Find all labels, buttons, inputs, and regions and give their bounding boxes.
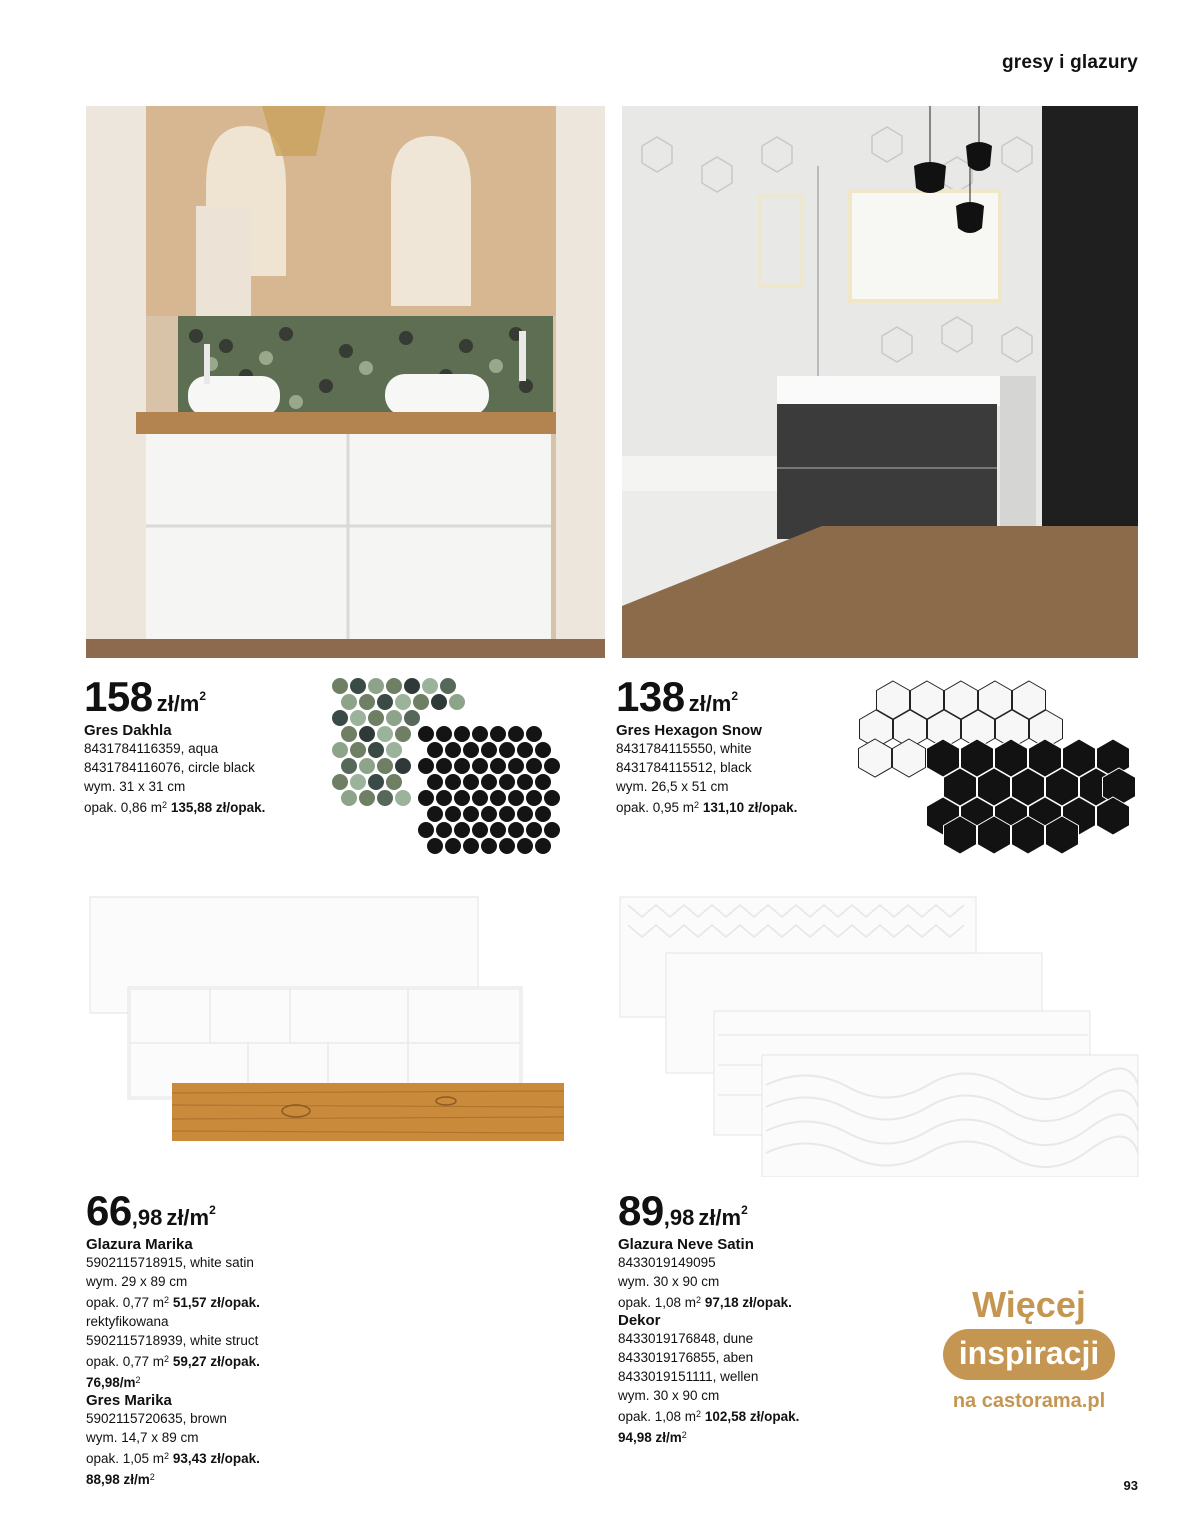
product-name-gres: Gres Marika [86,1392,172,1409]
price [86,1187,386,1234]
sqm-price-superscript: 2 [135,1375,141,1385]
product-note: rektyfikowana [86,1314,169,1329]
section-title: gresy i glazury [1001,52,1138,73]
price-unit-superscript: 2 [199,689,207,703]
sqm-price-superscript: 2 [149,1472,155,1482]
product-marika [86,1187,386,1489]
price-integer: 158 [84,673,153,720]
package-area-superscript: 2 [164,1354,170,1364]
package-area-superscript: 2 [696,1409,702,1419]
product-code-aben: 8433019176855, aben [618,1350,754,1365]
hexagon-tile-image [855,680,1138,854]
price-unit: zł/m [698,1205,742,1230]
package-price: 51,57 zł/opak. [172,1295,260,1310]
price-unit-superscript: 2 [209,1203,216,1217]
package-area-superscript: 2 [164,1451,170,1461]
price-unit: zł/m [156,691,200,716]
marika-tile-image [86,895,568,1143]
product-hexagon-snow [616,673,856,817]
bathroom-photo-hexagon [622,106,1138,658]
package-area-superscript: 2 [162,800,168,810]
package-info-gres [86,1447,386,1468]
sqm-price-dekor [618,1426,918,1447]
product-name: Gres Hexagon Snow [616,722,762,739]
package-area: opak. 1,08 m [618,1295,697,1310]
price [616,673,856,720]
product-code-aqua: 8431784116359, aqua [84,741,219,756]
promo-badge: inspiracji [943,1329,1116,1380]
price-unit: zł/m [688,691,732,716]
product-neve-satin [618,1187,918,1447]
package-info-struct [86,1350,386,1371]
package-info [616,796,856,817]
product-name: Glazura Neve Satin [618,1236,754,1253]
product-code-white-satin: 5902115718915, white satin [86,1255,254,1270]
package-info [84,796,324,817]
product-dakhla [84,673,324,817]
product-dimensions: wym. 30 x 90 cm [618,1274,720,1289]
product-code-white: 8431784115550, white [616,741,752,756]
bathroom-photo-dakhla [86,106,605,658]
product-dimensions: wym. 31 x 31 cm [84,779,186,794]
sqm-price-struct [86,1371,386,1392]
package-price: 97,18 zł/opak. [704,1295,792,1310]
package-area: opak. 1,05 m [86,1451,165,1466]
price-unit-superscript: 2 [741,1203,748,1217]
sqm-price-gres [86,1468,386,1489]
product-name: Glazura Marika [86,1236,193,1253]
product-dimensions: wym. 26,5 x 51 cm [616,779,729,794]
promo-link[interactable]: na castorama.pl [952,1390,1106,1412]
sqm-price: 94,98 zł/m [618,1430,682,1445]
package-info [618,1291,918,1312]
price [84,673,324,720]
product-code-dune: 8433019176848, dune [618,1331,754,1346]
inspiration-promo[interactable] [918,1283,1140,1413]
product-code-brown: 5902115720635, brown [86,1411,227,1426]
product-dimensions-gres: wym. 14,7 x 89 cm [86,1430,199,1445]
product-name-dekor: Dekor [618,1312,661,1329]
package-info [86,1291,386,1312]
price-integer: 138 [616,673,685,720]
package-price: 93,43 zł/opak. [172,1451,260,1466]
product-dimensions-dekor: wym. 30 x 90 cm [618,1388,720,1403]
package-price: 135,88 zł/opak. [170,800,266,815]
product-code-wellen: 8433019151111, wellen [618,1369,759,1384]
product-code: 8433019149095 [618,1255,716,1270]
package-info-dekor [618,1405,918,1426]
sqm-price: 88,98 zł/m [86,1472,150,1487]
package-price: 59,27 zł/opak. [172,1354,260,1369]
package-area: opak. 0,95 m [616,800,695,815]
package-price: 131,10 zł/opak. [702,800,798,815]
product-code-black: 8431784115512, black [616,760,752,775]
sqm-price-superscript: 2 [681,1430,687,1440]
package-area: opak. 0,86 m [84,800,163,815]
price-unit-superscript: 2 [731,689,739,703]
package-area-superscript: 2 [694,800,700,810]
product-name: Gres Dakhla [84,722,172,739]
price [618,1187,918,1234]
sqm-price: 76,98/m [86,1375,136,1390]
promo-line-1: Więcej [972,1284,1086,1325]
price-decimal: ,98 [663,1205,695,1230]
package-area-superscript: 2 [696,1295,702,1305]
package-area: opak. 0,77 m [86,1354,165,1369]
neve-tile-image [618,895,1140,1177]
package-area-superscript: 2 [164,1295,170,1305]
product-code-white-struct: 5902115718939, white struct [86,1333,259,1348]
page-number: 93 [1123,1478,1138,1493]
package-area: opak. 1,08 m [618,1409,697,1424]
product-dimensions: wym. 29 x 89 cm [86,1274,188,1289]
package-price: 102,58 zł/opak. [704,1409,800,1424]
price-unit: zł/m [166,1205,210,1230]
price-integer: 66 [86,1187,132,1234]
product-code-black: 8431784116076, circle black [84,760,255,775]
package-area: opak. 0,77 m [86,1295,165,1310]
dakhla-tile-image [328,676,566,858]
price-integer: 89 [618,1187,664,1234]
price-decimal: ,98 [131,1205,163,1230]
